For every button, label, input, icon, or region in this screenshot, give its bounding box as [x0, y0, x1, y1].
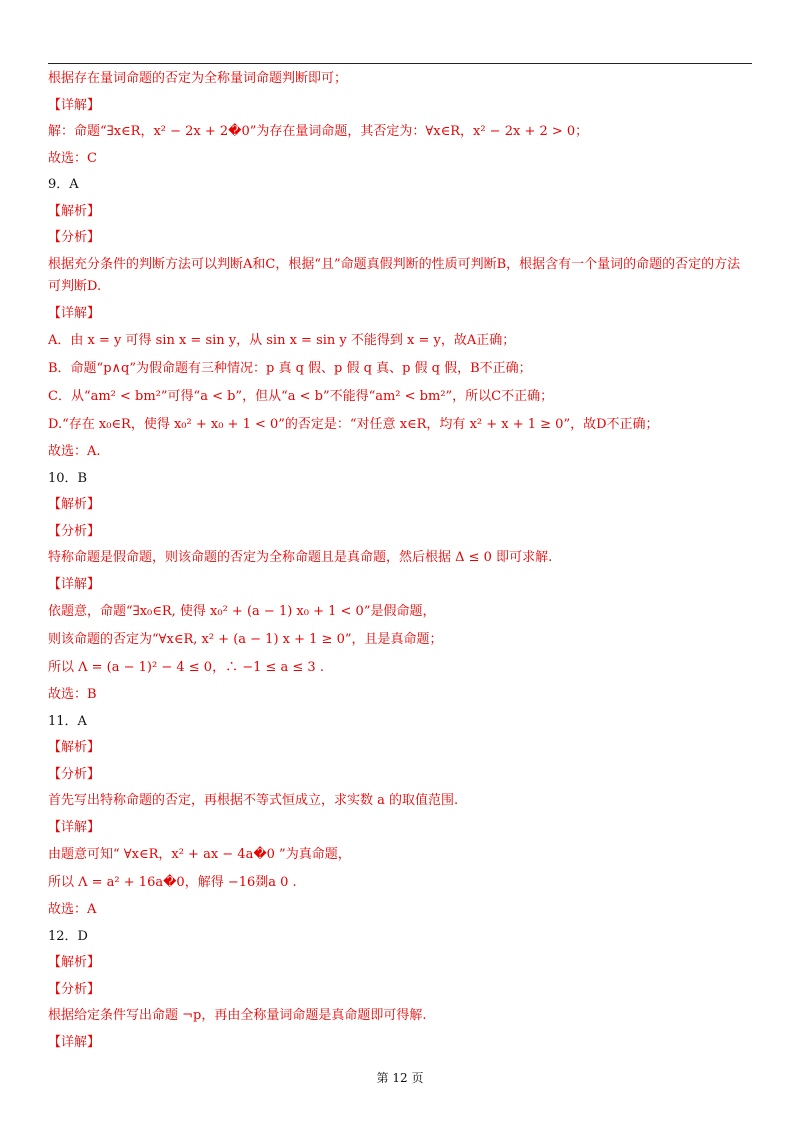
text-line: 【分析】 [48, 523, 101, 539]
text-line: 【解析】 [48, 497, 101, 512]
text-line: 特称命题是假命题，则该命题的否定为全称命题且是真命题，然后根据 Δ ≤ 0 即可求解. [48, 550, 553, 565]
text-line: 【解析】 [48, 203, 101, 219]
text-line: B．命题“p∧q”为假命题有三种情况：p 真 q 假、p 假 q 真、p 假 q 假，B不正确； [48, 361, 532, 376]
text-line: 根据存在量词命题的否定为全称量词命题判断即可； [48, 71, 348, 86]
text-line: 故选：B [48, 687, 97, 702]
text-line: 【解析】 [48, 955, 101, 970]
text-line: 所以 Λ = (a − 1)² − 4 ≤ 0，∴ −1 ≤ a ≤ 3 . [48, 660, 324, 675]
text-line: 依题意，命题“∃x₀∈R, 使得 x₀² + (a − 1) x₀ + 1 < 0”是假命题， [48, 604, 436, 619]
page-number: 第 12 页 [376, 1071, 424, 1085]
text-line: 根据给定条件写出命题 ¬p，再由全称量词命题是真命题即可得解. [48, 1008, 427, 1023]
text-line: C．从“am² < bm²”可得“a < b”，但从“a < b”不能得“am² < bm²”，所以C不正确； [48, 389, 554, 404]
text-line: 【详解】 [48, 97, 101, 113]
text-line: A．由 x = y 可得 sin x = sin y，从 sin x = sin y 不能得到 x = y，故A正确； [48, 333, 516, 348]
text-line: 故选：A [48, 902, 97, 917]
text-line: 【详解】 [48, 819, 101, 835]
text-line: 【详解】 [48, 1034, 101, 1050]
text-line: 【解析】 [48, 740, 101, 755]
text-line: 10．B [48, 470, 88, 486]
text-line: 故选：C [48, 150, 97, 166]
header-rule [48, 63, 752, 64]
text-line: 【分析】 [48, 766, 101, 782]
text-line: 【分析】 [48, 981, 101, 997]
text-line: 根据充分条件的判断方法可以判断A和C，根据“且”命题真假判断的性质可判断B，根据含有一个量词的命题的否定的方法可判断D. [48, 256, 741, 294]
text-line: 故选：A. [48, 444, 101, 459]
text-line: D.“存在 x₀∈R，使得 x₀² + x₀ + 1 < 0”的否定是：“对任意 x∈R，均有 x² + x + 1 ≥ 0”，故D不正确； [48, 417, 659, 432]
text-line: 首先写出特称命题的否定，再根据不等式恒成立，求实数 a 的取值范围. [48, 793, 459, 808]
text-line: 所以 Λ = a² + 16a�0，解得 −16剟a 0 . [48, 875, 297, 890]
text-line: 【详解】 [48, 576, 101, 592]
text-line: 由题意可知“ ∀x∈R，x² + ax − 4a�0 ”为真命题， [48, 847, 351, 862]
text-line: 则该命题的否定为“∀x∈R, x² + (a − 1) x + 1 ≥ 0”，且是真命题； [48, 632, 443, 647]
text-line: 【分析】 [48, 230, 101, 245]
text-line: 11．A [48, 713, 87, 729]
document-body [48, 66, 752, 1056]
text-line: 9．A [48, 177, 79, 192]
text-line: 解：命题“∃x∈R，x² − 2x + 2�0”为存在量词命题，其否定为：∀x∈R，x² − 2x + 2 > 0； [48, 124, 589, 139]
text-line: 12．D [48, 928, 88, 944]
text-line: 【详解】 [48, 305, 101, 321]
